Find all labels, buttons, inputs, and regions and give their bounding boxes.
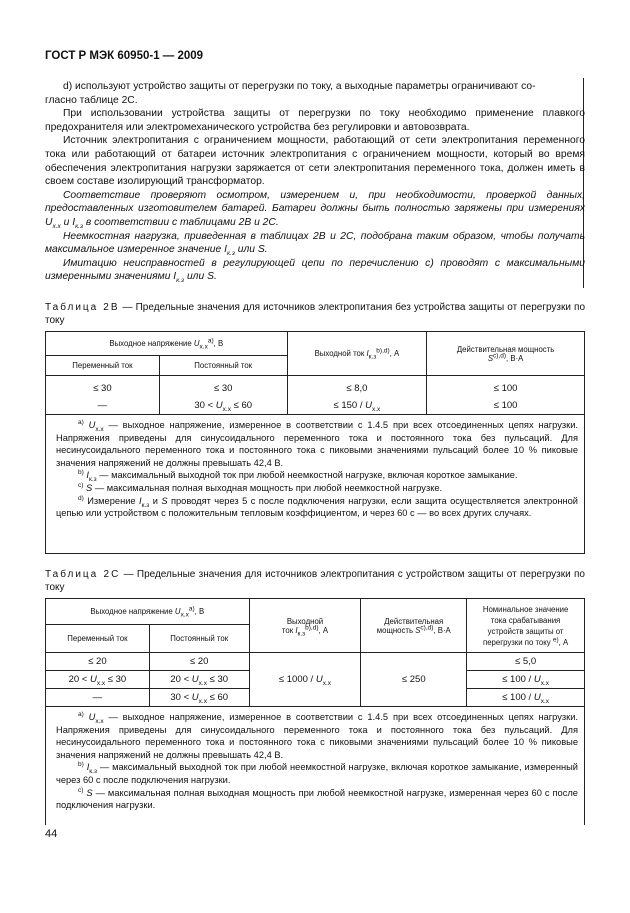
- paragraph-load: Неемкостная нагрузка, приведенная в таблицах 2B и 2C, подобрана таким образом, чтобы получать максимальное измеренное значение $I_{к.з}$ или S.: [45, 230, 585, 258]
- cell: ≤ 30: [159, 381, 287, 397]
- cell: $30 < U_{х.х} \le 60$: [159, 397, 287, 415]
- footnote-b: $^{b)}$ $I_{к.з}$ — максимальный выходной ток при любой неемкостной нагрузке, включая короткое замыкание.: [78, 469, 518, 484]
- table-row: [46, 381, 585, 397]
- table-2b-header-ac: Переменный ток: [46, 356, 160, 376]
- table-row: [46, 653, 585, 671]
- document-header: ГОСТ Р МЭК 60950-1 — 2009: [45, 50, 204, 62]
- table-2c-header-current: Выходной ток $I_{к.з}^{b),d)}$, А: [249, 599, 361, 653]
- table-2c-header-dc: Постоянный ток: [149, 625, 249, 653]
- cell: ≤ 30: [46, 381, 160, 397]
- cell: ≤ $100 / U_{х.х}$: [467, 671, 585, 689]
- paragraph-d: d) используют устройство защиты от перегрузки по току, а выходные параметры ограничивают со-: [63, 81, 536, 92]
- table-2c-header-ac: Переменный ток: [46, 625, 150, 653]
- footnote-c: $^{c)}$ S — максимальная полная выходная мощность при любой неемкостной нагрузке.: [78, 481, 443, 493]
- cell: ≤ $150 / U_{х.х}$: [287, 397, 427, 415]
- table-2c-caption: Таблица 2C — Предельные значения для источников электропитания с устройством защиты от перегрузки по току: [45, 569, 585, 593]
- table-2c-header-power: Действительная мощность $S^{c),d)}$, В·А: [361, 599, 467, 653]
- paragraph-fault: Имитацию неисправностей в регулирующей цепи по перечислению c) проводят с максимальными измеренными значениями $I_{к.з}$ или S.: [45, 257, 585, 285]
- cell: —: [46, 689, 150, 707]
- cell-current: ≤ $1000 / U_{х.х}$: [249, 653, 361, 707]
- table-2c-header-rating: Номинальное значение тока срабатывания устройств защиты от перегрузки по току $^{е)}$, А: [467, 599, 585, 653]
- cell: ≤ 5,0: [467, 653, 585, 671]
- footnote-d: $^{d)}$ Измерение $I_{к.з}$ и S проводят через 5 с после подключения нагрузки, если защита осуществляется электронной цепью или устройством с положительным тепловым коэффициентом, и через 60 с — во всех других случаях.: [56, 494, 579, 519]
- table-2b-caption: Таблица 2B — Предельные значения для источников электропитания без устройства защиты от перегрузки по току: [45, 302, 585, 326]
- cell: ≤ 20: [46, 653, 150, 671]
- cell: ≤ 100: [427, 381, 585, 397]
- cell: $30 < U_{х.х} \le 60$: [149, 689, 249, 707]
- cell: ≤ 100: [427, 397, 585, 415]
- body-text: [45, 80, 585, 284]
- paragraph-fuse: При использовании устройства защиты от перегрузки по току необходимо применение плавкого предохранителя или электромеханического устройства без регулировки и автовозврата.: [45, 108, 585, 133]
- table-2c: [45, 598, 585, 707]
- table-2b-header-voltage: Выходное напряжение $U_{х.х}^{а)}$, В: [46, 332, 288, 356]
- footnote-a: $^{а)}$ $U_{х.х}$ — выходное напряжение, измеренное в соответствии с 1.4.5 при всех отсоединенных цепях нагрузки. Напряжения приведены для синусоидального переменного тока и постоянного тока без пульсаций. Для несинусоидального переменного тока и постоянного тока с пиковыми значениями пульсаций более 10 % пиковые значения напряжений не должны превышать 42,4 В.: [56, 710, 578, 760]
- footnote-b: $^{b)}$ $I_{к.з}$ — максимальный выходной ток при любой неемкостной нагрузке, включая короткое замыкание, измеренный через 60 с после подключения нагрузки.: [56, 761, 578, 785]
- cell: ≤ $100 / U_{х.х}$: [467, 689, 585, 707]
- table-2c-footnotes: [45, 707, 585, 825]
- cell: $20 < U_{х.х} \le 30$: [149, 671, 249, 689]
- cell: —: [46, 397, 160, 415]
- cell: ≤ 20: [149, 653, 249, 671]
- page-number: 44: [45, 828, 58, 840]
- table-2b-header-power: Действительная мощность $S^{c),d)}$, В·А: [427, 332, 585, 376]
- table-2b-footnotes: [45, 415, 585, 554]
- paragraph-transformer: Источник электропитания с ограничением мощности, работающий от сети электропитания переменного тока или работающий от батареи источник электропитания с ограничением мощности, который во время обеспечения электропитания нагрузки заряжается от сети электропитания переменного тока, должен иметь в своем составе изолирующий трансформатор.: [45, 135, 585, 188]
- table-2b: [45, 331, 585, 415]
- table-2c-header-voltage: Выходное напряжение $U_{х.х}^{а)}$, В: [46, 599, 250, 625]
- table-2b-header-dc: Постоянный ток: [159, 356, 287, 376]
- table-2c-block: [45, 568, 585, 825]
- table-2b-header-current: Выходной ток $I_{к.з}^{b),d)}$, А: [287, 332, 427, 376]
- footnote-c: $^{c)}$ S — максимальная полная выходная мощность при любой неемкостной нагрузке, измеренная через 60 с после подключения нагрузки.: [56, 786, 578, 811]
- table-row: [46, 397, 585, 415]
- table-2b-block: [45, 301, 585, 554]
- cell: ≤ 8,0: [287, 381, 427, 397]
- footnote-a: $^{а)}$ $U_{х.х}$ — выходное напряжение, измеренное в соответствии с 1.4.5 при всех отсоединенных цепях нагрузки. Напряжения приведены для синусоидального переменного тока и постоянного тока без пульсаций. Для несинусоидального переменного тока и постоянного тока с пиковыми значениями пульсаций более 10 % пиковые значения напряжений не должны превышать 42,4 В.: [56, 418, 578, 468]
- cell-power: ≤ 250: [361, 653, 467, 707]
- paragraph-compliance: Соответствие проверяют осмотром, измерением и, при необходимости, проверкой данных, предоставленных изготовителем батарей. Батареи должны быть полностью заряжены при измерениях $U_{х.х}$ и $I_{к.з}$ в соответствии с таблицами 2B и 2C.: [45, 189, 585, 230]
- cell: $20 < U_{х.х} \le 30$: [46, 671, 150, 689]
- paragraph-d-cont: гласно таблице 2C.: [45, 94, 138, 106]
